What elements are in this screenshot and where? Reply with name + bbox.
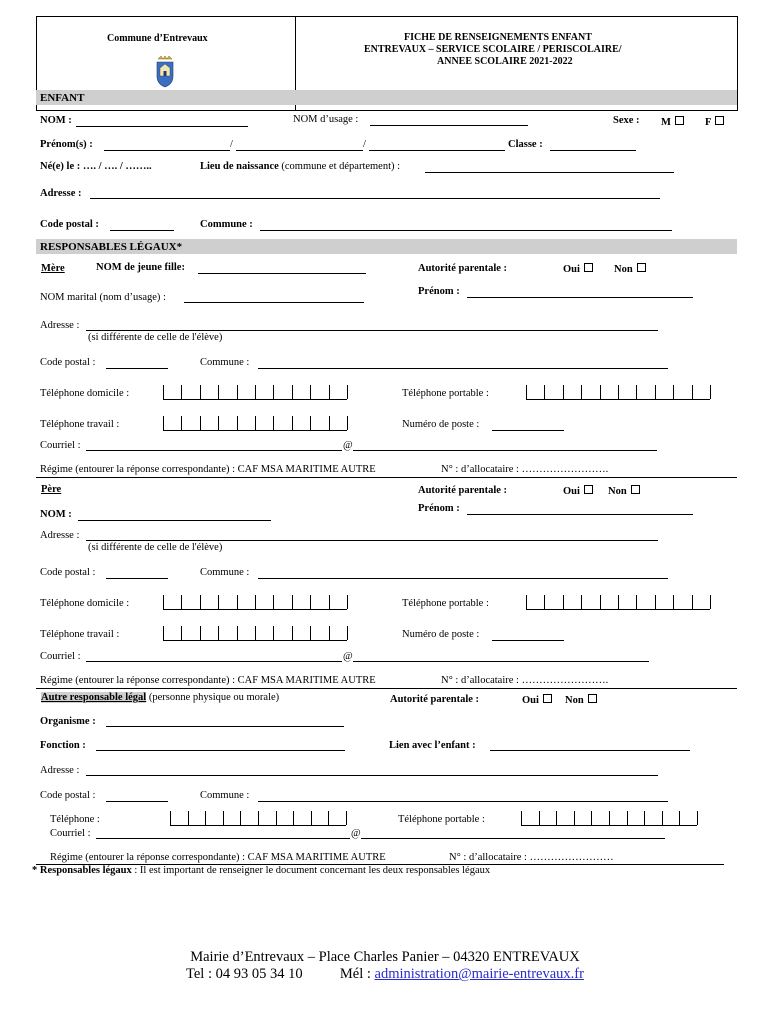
autre-code-postal-field[interactable] [106,801,168,802]
mere-autorite-non[interactable] [614,263,646,276]
enfant-code-postal-label: Code postal : [40,219,99,230]
enfant-prenom3-field[interactable] [369,150,505,151]
mere-tel-domicile-field[interactable] [163,385,347,400]
pere-commune-label: Commune : [200,567,250,578]
enfant-classe-label: Classe : [508,139,543,150]
autre-autorite-oui-checkbox[interactable] [543,694,552,703]
pere-allocataire-text: N° : d’allocataire : ……………………. [441,675,609,686]
mere-adresse-hint: (si différente de celle de l'élève) [88,332,223,343]
sexe-m-checkbox[interactable] [675,116,684,125]
pere-prenom-label: Prénom : [418,503,460,514]
responsables-note-text: : Il est important de renseigner le document concernant les deux responsables légaux [134,865,491,876]
pere-autorite-oui-checkbox[interactable] [584,485,593,494]
pere-adresse-hint: (si différente de celle de l'élève) [88,542,223,553]
enfant-naissance-date-label: Né(e) le : …. / …. / …….. [40,161,152,172]
autre-telephone-field[interactable] [170,811,346,826]
mere-tel-portable-field[interactable] [526,385,710,400]
pere-tel-travail-label: Téléphone travail : [40,629,120,640]
responsables-note [32,866,490,877]
autre-autorite-non[interactable] [565,694,597,707]
autre-autorite-label: Autorité parentale : [390,694,480,705]
enfant-nom-label: NOM : [40,115,72,126]
pere-autorite-non-checkbox[interactable] [631,485,640,494]
enfant-commune-field[interactable] [260,230,672,231]
section-enfant-title: ENFANT [40,92,85,104]
pere-commune-field[interactable] [258,578,668,579]
pere-courriel-at: @ [343,651,353,662]
enfant-adresse-label: Adresse : [40,188,82,199]
mere-nom-jeune-fille-label: NOM de jeune fille: [96,262,185,273]
mere-adresse-label: Adresse : [40,320,80,331]
autre-courriel-user-field[interactable] [96,838,350,839]
mere-prenom-label: Prénom : [418,286,460,297]
mere-code-postal-label: Code postal : [40,357,96,368]
enfant-sexe-label: Sexe : [613,115,640,126]
mere-autorite-label: Autorité parentale : [418,263,508,274]
commune-name: Commune d’Entrevaux [107,33,208,44]
sexe-f-checkbox[interactable] [715,116,724,125]
enfant-prenom1-field[interactable] [104,150,230,151]
responsables-note-label: * Responsables légaux [32,865,132,876]
mere-autorite-oui-checkbox[interactable] [584,263,593,272]
mere-nom-marital-label: NOM marital (nom d’usage) : [40,292,166,303]
autre-telephone-label: Téléphone : [50,814,100,825]
sexe-f-label: F [705,117,712,128]
enfant-commune-label: Commune : [200,219,253,230]
mere-prenom-field[interactable] [467,297,693,298]
enfant-nom-usage-field[interactable] [370,125,528,126]
autre-adresse-field[interactable] [86,775,658,776]
pere-section-divider [36,688,737,689]
pere-autorite-label: Autorité parentale : [418,485,508,496]
autre-code-postal-label: Code postal : [40,790,96,801]
mere-autorite-non-checkbox[interactable] [637,263,646,272]
footer-mel-label: Mél : [339,966,371,982]
pere-autorite-non-label: Non [608,486,627,497]
form-title-line1: FICHE DE RENSEIGNEMENTS ENFANT [404,32,592,43]
enfant-lieu-naissance-field[interactable] [425,172,674,173]
autre-courriel-domain-field[interactable] [361,838,665,839]
pere-regime-text: Régime (entourer la réponse correspondante) : CAF MSA MARITIME AUTRE [40,675,376,686]
footer-email-link[interactable]: administration@mairie-entrevaux.fr [374,966,584,982]
sexe-m-label: M [661,117,671,128]
footer-tel: Tel : 04 93 05 34 10 [186,966,303,982]
pere-autorite-non[interactable] [608,485,640,498]
enfant-adresse-field[interactable] [90,198,660,199]
pere-tel-domicile-field[interactable] [163,595,347,610]
sexe-m-option[interactable] [661,116,684,129]
prenom-separator-2: / [363,139,366,150]
pere-code-postal-label: Code postal : [40,567,96,578]
autre-adresse-label: Adresse : [40,765,80,776]
pere-title: Père [41,484,62,495]
autre-title-row [41,693,279,704]
lieu-naissance-hint: (commune et département) : [281,161,401,172]
mere-title: Mère [41,263,65,274]
autre-autorite-non-checkbox[interactable] [588,694,597,703]
autre-fonction-field[interactable] [96,750,345,751]
mere-nom-jeune-fille-field[interactable] [198,273,366,274]
pere-courriel-domain-field[interactable] [353,661,649,662]
form-title-line3: ANNEE SCOLAIRE 2021-2022 [437,56,573,67]
enfant-prenoms-label: Prénom(s) : [40,139,93,150]
section-responsables [36,239,737,254]
enfant-lieu-naissance [200,162,400,173]
footer-address: Mairie d’Entrevaux – Place Charles Panier – 04320 ENTREVAUX [190,949,580,965]
mere-tel-travail-field[interactable] [163,416,347,431]
prenom-separator-1: / [230,139,233,150]
pere-adresse-field[interactable] [86,540,658,541]
pere-tel-domicile-label: Téléphone domicile : [40,598,130,609]
autre-commune-field[interactable] [258,801,668,802]
mere-adresse-field[interactable] [86,330,658,331]
mere-regime-text: Régime (entourer la réponse correspondante) : CAF MSA MARITIME AUTRE [40,464,376,475]
autre-organisme-label: Organisme : [40,716,96,727]
mere-autorite-non-label: Non [614,264,633,275]
enfant-classe-field[interactable] [550,150,636,151]
autre-autorite-oui[interactable] [522,694,552,707]
autre-organisme-field[interactable] [106,726,344,727]
pere-tel-travail-field[interactable] [163,626,347,641]
mere-code-postal-field[interactable] [106,368,168,369]
autre-lien-label: Lien avec l’enfant : [389,740,476,751]
autre-commune-label: Commune : [200,790,250,801]
pere-nom-label: NOM : [40,509,72,520]
mere-courriel-at: @ [343,440,353,451]
form-title-line2: ENTREVAUX – SERVICE SCOLAIRE / PERISCOLAIRE/ [364,44,622,55]
commune-crest-icon [155,56,175,88]
autre-title: Autre responsable légal [41,692,147,703]
enfant-nom-usage-label: NOM d’usage : [293,114,359,125]
pere-autorite-oui[interactable] [563,485,593,498]
autre-lien-field[interactable] [490,750,690,751]
pere-tel-portable-label: Téléphone portable : [402,598,489,609]
pere-code-postal-field[interactable] [106,578,168,579]
lieu-naissance-label: Lieu de naissance [200,161,279,172]
footer-contact [0,966,770,983]
pere-numero-poste-label: Numéro de poste : [402,629,480,640]
mere-autorite-oui-label: Oui [563,264,580,275]
pere-prenom-field[interactable] [467,514,693,515]
pere-autorite-oui-label: Oui [563,486,580,497]
section-responsables-title: RESPONSABLES LÉGAUX* [40,241,183,253]
autre-title-hint: (personne physique ou morale) [148,692,280,703]
autre-fonction-label: Fonction : [40,740,86,751]
pere-courriel-label: Courriel : [40,651,81,662]
pere-tel-portable-field[interactable] [526,595,710,610]
pere-adresse-label: Adresse : [40,530,80,541]
mere-courriel-label: Courriel : [40,440,81,451]
mere-numero-poste-label: Numéro de poste : [402,419,480,430]
mere-section-divider [36,477,737,478]
autre-courriel-label: Courriel : [50,828,91,839]
pere-numero-poste-field[interactable] [492,640,564,641]
autre-tel-portable-field[interactable] [521,811,697,826]
section-enfant [36,90,737,105]
sexe-f-option[interactable] [705,116,724,129]
mere-allocataire-text: N° : d’allocataire : ……………………. [441,464,609,475]
pere-courriel-user-field[interactable] [86,661,342,662]
mere-courriel-user-field[interactable] [86,450,342,451]
mere-tel-travail-label: Téléphone travail : [40,419,120,430]
autre-autorite-oui-label: Oui [522,695,539,706]
autre-allocataire-text: N° : d’allocataire : …………………… [449,852,614,863]
enfant-prenom2-field[interactable] [236,150,363,151]
mere-tel-domicile-label: Téléphone domicile : [40,388,130,399]
mere-commune-field[interactable] [258,368,668,369]
mere-tel-portable-label: Téléphone portable : [402,388,489,399]
mere-numero-poste-field[interactable] [492,430,564,431]
autre-courriel-at: @ [351,828,361,839]
pere-nom-field[interactable] [78,520,271,521]
enfant-nom-field[interactable] [76,126,248,127]
autre-tel-portable-label: Téléphone portable : [398,814,485,825]
mere-commune-label: Commune : [200,357,250,368]
enfant-code-postal-field[interactable] [110,230,174,231]
mere-autorite-oui[interactable] [563,263,593,276]
autre-regime-text: Régime (entourer la réponse correspondante) : CAF MSA MARITIME AUTRE [50,852,386,863]
mere-courriel-domain-field[interactable] [353,450,657,451]
mere-nom-marital-field[interactable] [184,302,364,303]
autre-autorite-non-label: Non [565,695,584,706]
